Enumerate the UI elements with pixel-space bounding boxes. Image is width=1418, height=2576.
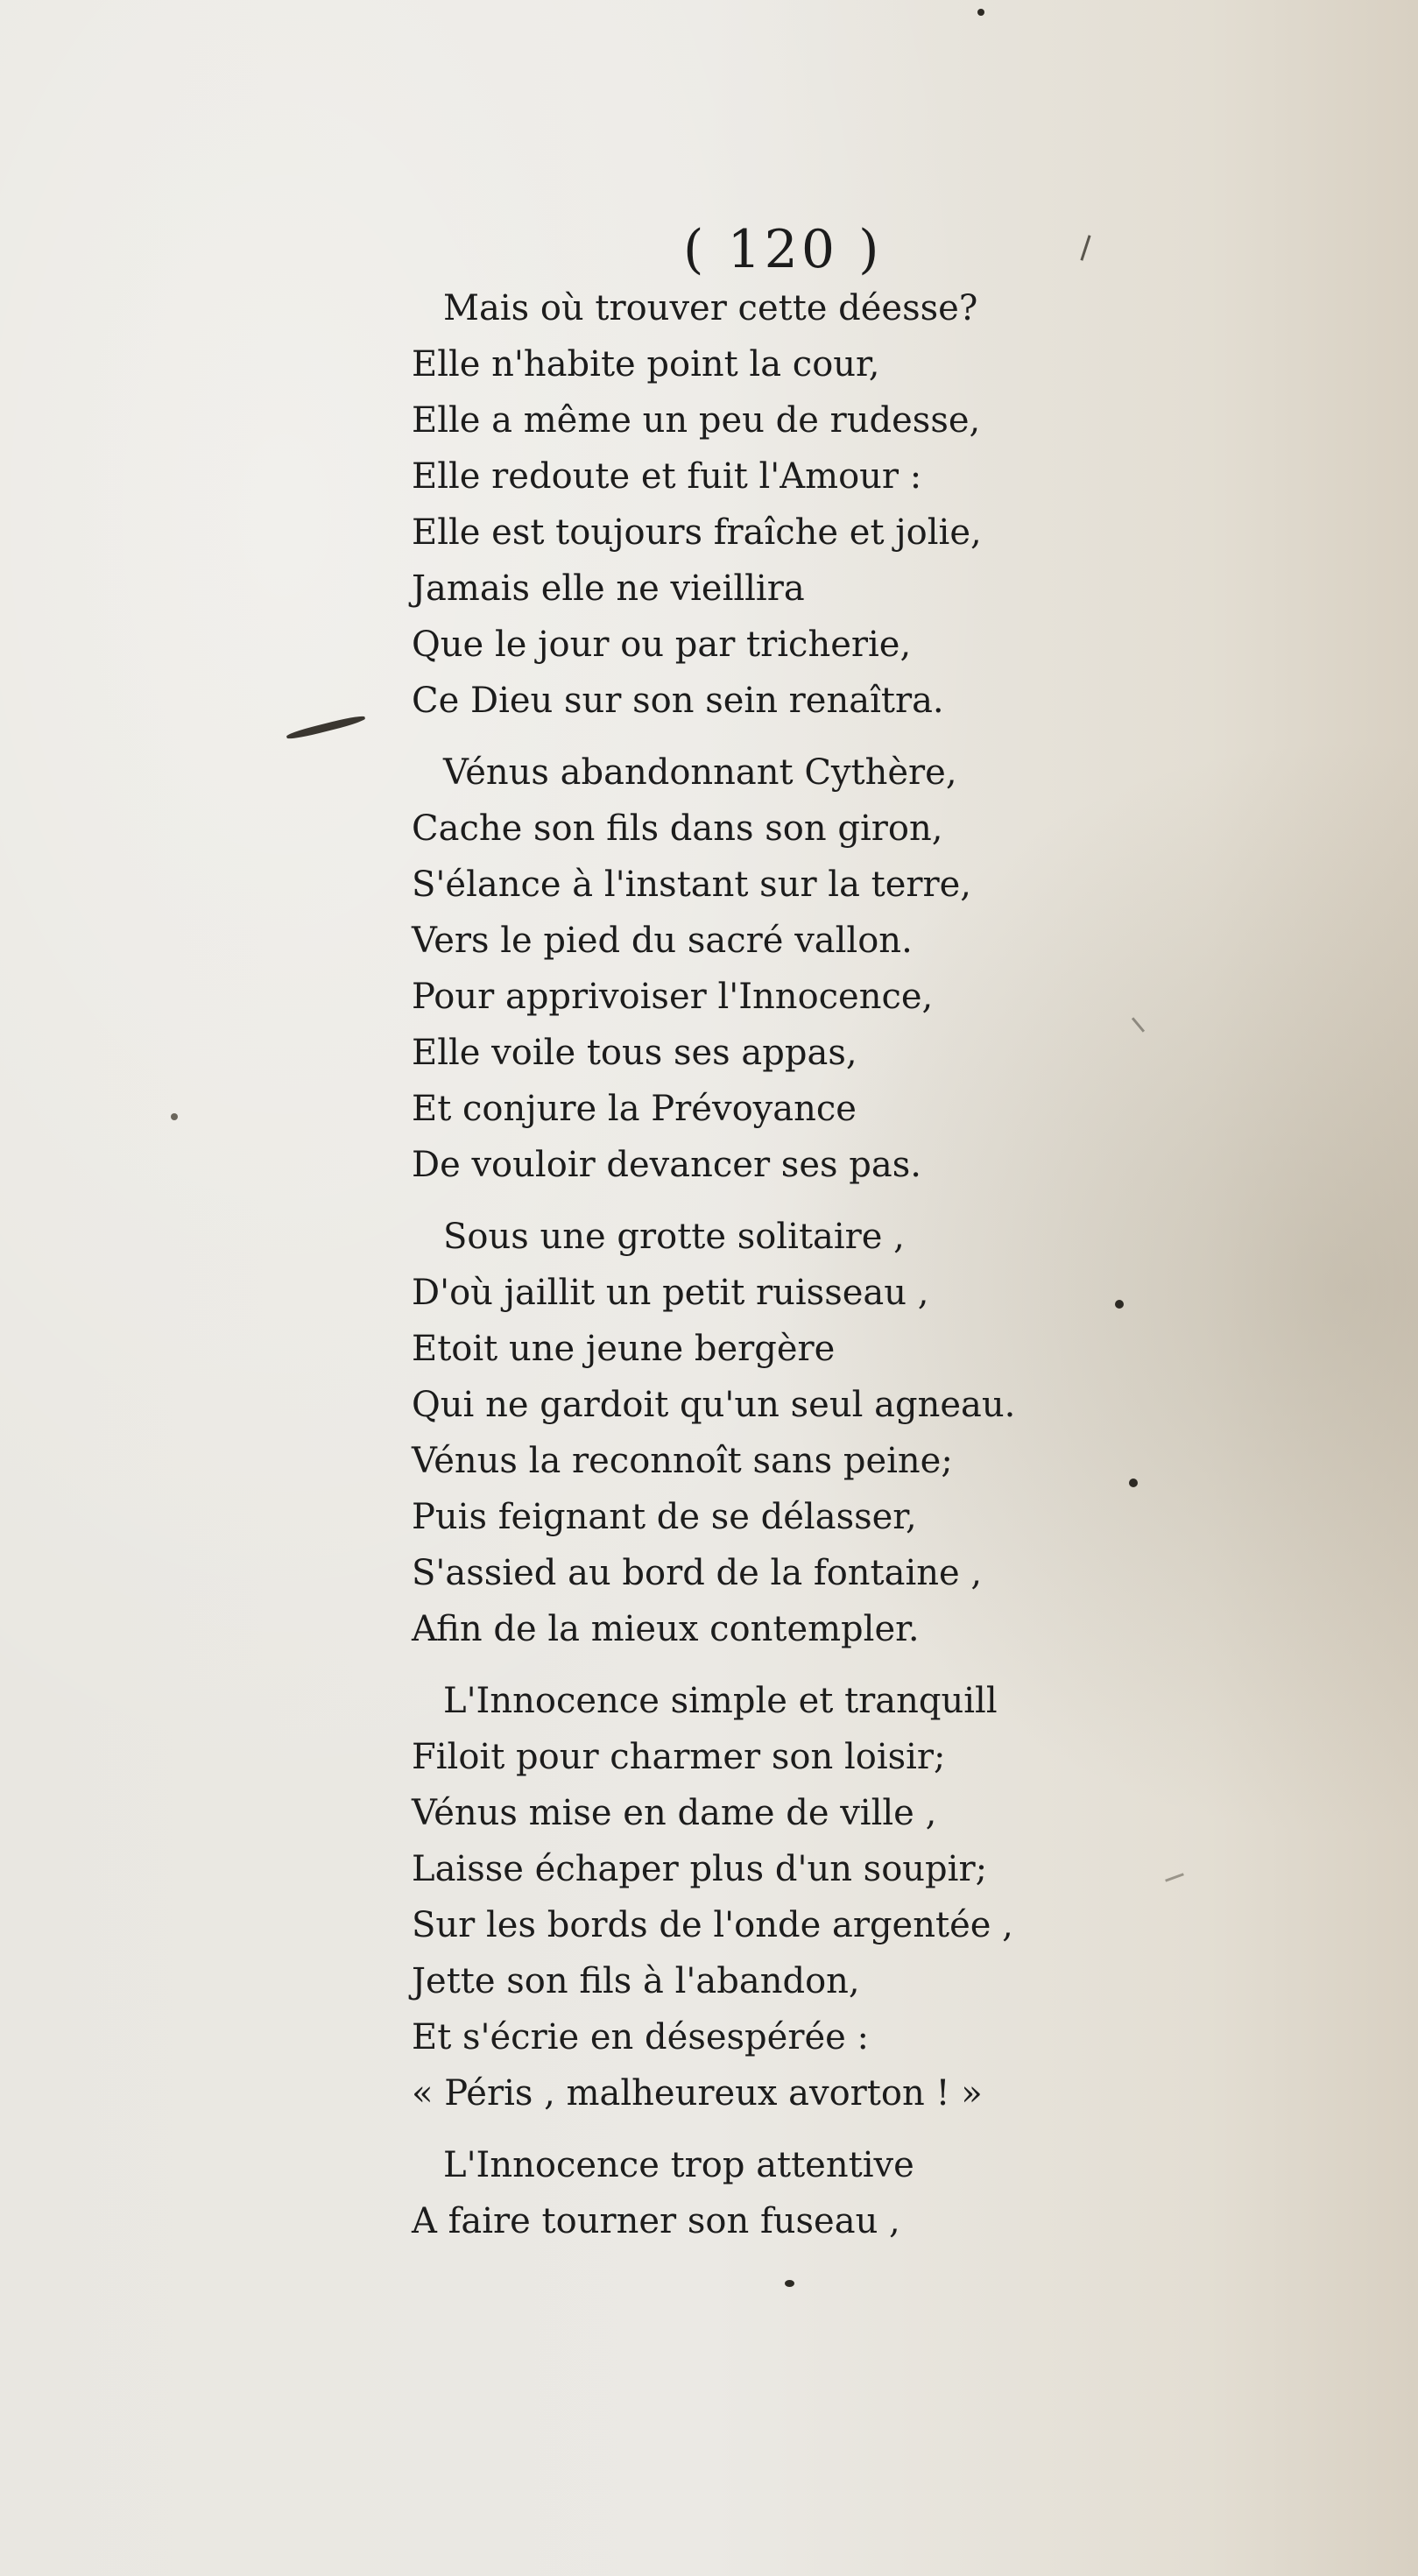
poem-line: A faire tourner son fuseau ,: [412, 2201, 900, 2241]
poem-line: Vénus abandonnant Cythère,: [443, 752, 957, 793]
paper-fleck: [1080, 235, 1090, 260]
poem-line: Et s'écrie en désespérée :: [412, 2017, 869, 2057]
poem-line: S'élance à l'instant sur la terre,: [412, 865, 972, 905]
poem-line: Elle a même un peu de rudesse,: [412, 400, 981, 441]
poem-line: « Péris , malheureux avorton ! »: [412, 2073, 983, 2114]
poem-line: D'où jaillit un petit ruisseau ,: [412, 1273, 929, 1313]
page-number: ( 120 ): [683, 219, 883, 280]
poem-line: Laisse échaper plus d'un soupir;: [412, 1849, 988, 1889]
ink-speck: [785, 2280, 794, 2287]
poem-line: Mais où trouver cette déesse?: [443, 288, 978, 328]
poem-line: Vers le pied du sacré vallon.: [412, 921, 913, 961]
poem-line: Que le jour ou par tricherie,: [412, 625, 912, 665]
poem-line: Afin de la mieux contempler.: [412, 1609, 920, 1649]
ink-speck: [1115, 1300, 1124, 1309]
poem: [412, 280, 1025, 2249]
poem-line: Elle voile tous ses appas,: [412, 1033, 857, 1073]
poem-line: Vénus la reconnoît sans peine;: [412, 1441, 953, 1481]
stanza-1: [412, 280, 1025, 729]
poem-line: Cache son fils dans son giron,: [412, 808, 943, 849]
poem-line: Elle redoute et fuit l'Amour :: [412, 456, 922, 497]
poem-line: L'Innocence trop attentive: [443, 2145, 914, 2185]
poem-line: Jamais elle ne vieillira: [412, 568, 805, 609]
stanza-4: [412, 1673, 1025, 2121]
poem-line: Qui ne gardoit qu'un seul agneau.: [412, 1385, 1016, 1425]
poem-line: Sous une grotte solitaire ,: [443, 1217, 905, 1257]
poem-line: S'assied au bord de la fontaine ,: [412, 1553, 983, 1593]
stanza-5: [412, 2137, 1025, 2249]
poem-line: Elle est toujours fraîche et jolie,: [412, 512, 982, 553]
poem-line: De vouloir devancer ses pas.: [412, 1145, 921, 1185]
poem-line: Ce Dieu sur son sein renaîtra.: [412, 681, 944, 721]
poem-line: Sur les bords de l'onde argentée ,: [412, 1905, 1013, 1945]
ink-speck: [977, 9, 984, 16]
poem-line: Vénus mise en dame de ville ,: [412, 1793, 937, 1833]
paper-fleck: [1132, 1017, 1145, 1032]
poem-line: Jette son fils à l'abandon,: [412, 1961, 860, 2001]
stanza-3: [412, 1209, 1025, 1657]
poem-line: L'Innocence simple et tranquill: [443, 1681, 998, 1721]
paper-fleck: [1165, 1873, 1184, 1881]
poem-line: Pour apprivoiser l'Innocence,: [412, 977, 934, 1017]
stanza-2: [412, 745, 1025, 1193]
poem-line: Elle n'habite point la cour,: [412, 344, 880, 385]
ink-speck: [1129, 1479, 1138, 1487]
ink-smudge: [286, 714, 365, 741]
ink-speck: [171, 1113, 178, 1120]
poem-line: Et conjure la Prévoyance: [412, 1089, 857, 1129]
poem-line: Filoit pour charmer son loisir;: [412, 1737, 946, 1777]
poem-line: Etoit une jeune bergère: [412, 1329, 836, 1369]
poem-line: Puis feignant de se délasser,: [412, 1497, 917, 1537]
